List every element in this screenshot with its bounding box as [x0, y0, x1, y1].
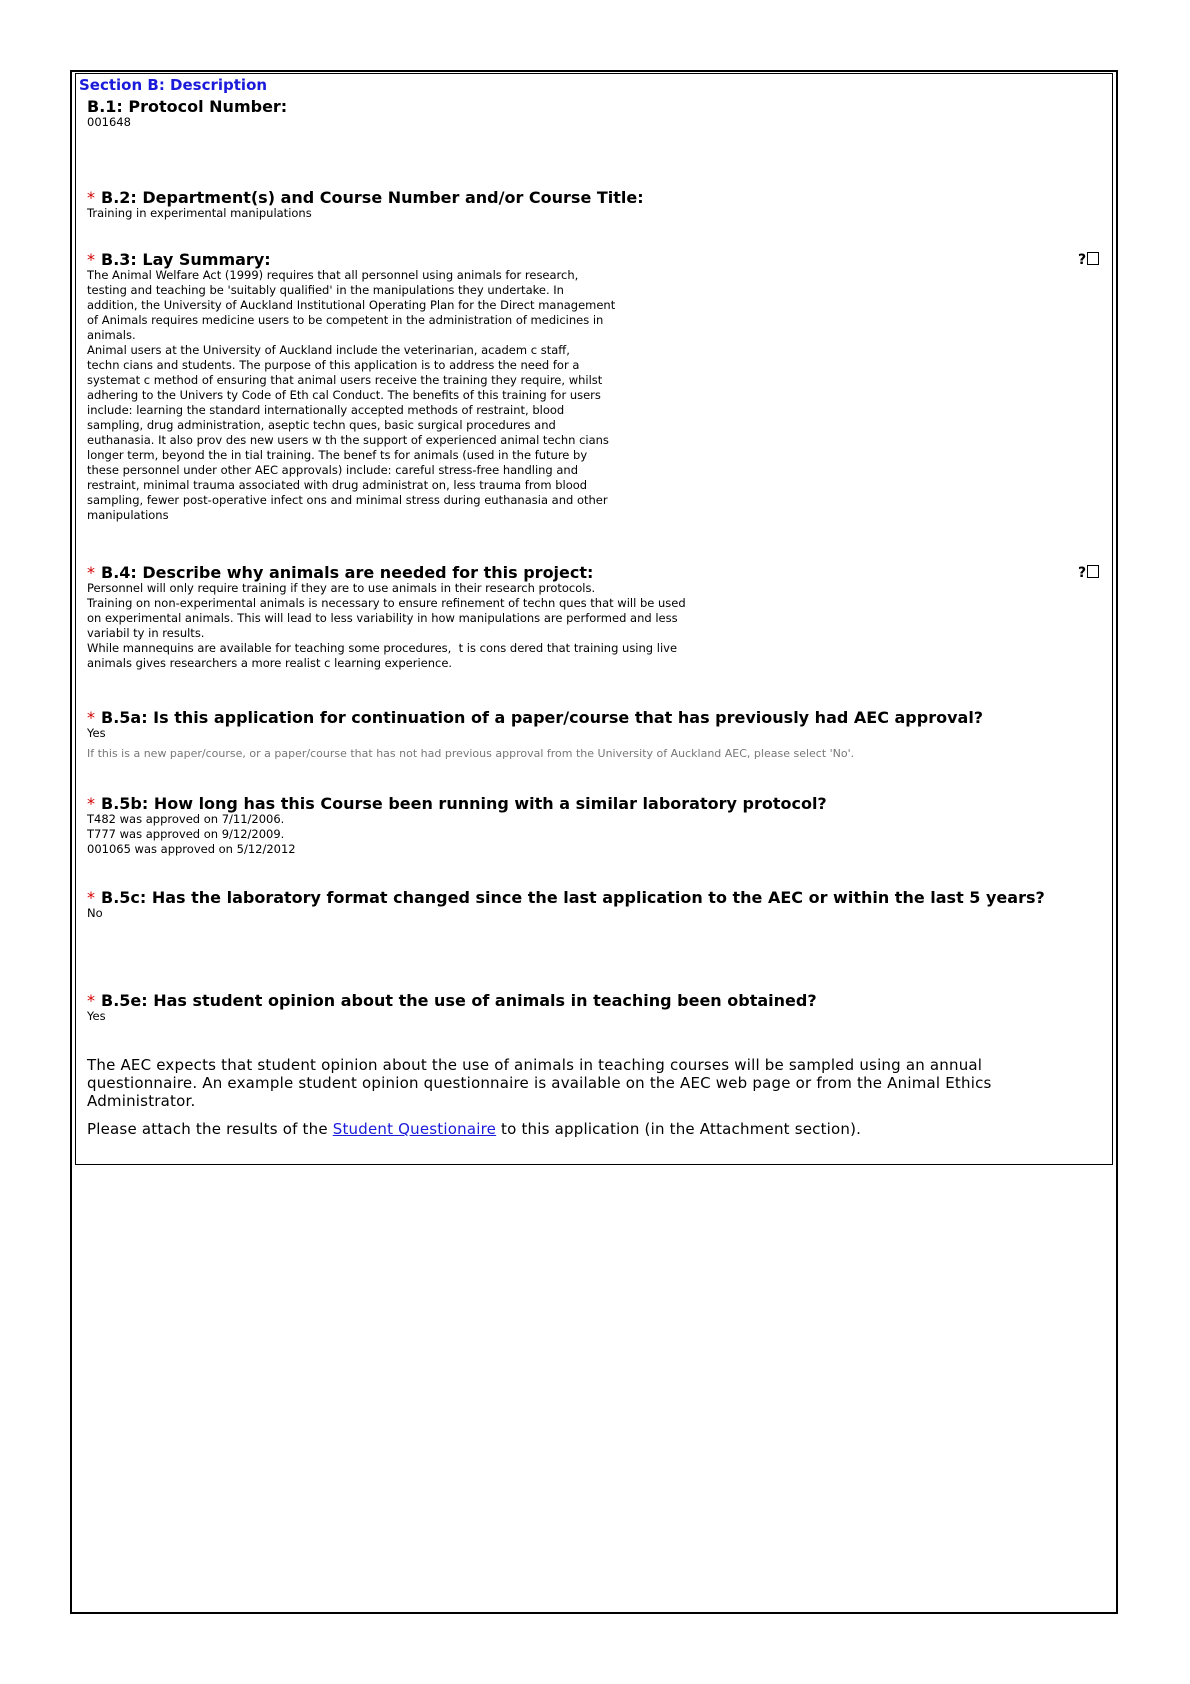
required-mark: * [87, 250, 95, 269]
b5c-answer: No [87, 906, 103, 920]
help-checkbox-icon[interactable] [1087, 565, 1099, 578]
b5b-question: * B.5b: How long has this Course been running with a similar laboratory protocol? [87, 794, 827, 813]
help-checkbox-icon[interactable] [1087, 252, 1099, 265]
b5a-question: * B.5a: Is this application for continuation of a paper/course that has previously had AEC approval? [87, 708, 984, 727]
required-mark: * [87, 888, 95, 907]
b4-answer: Personnel will only require training if they are to use animals in their research protocols. Training on non-experimental animals is necessary to ensure refinement of techn ques that will be used on experimental animals. This will lead to less variability in how manipulations are performed and less variabil ty in results. While mannequins are available for teaching some procedures, t is cons dered that training using live animals gives researchers a more realist c learning experience. [87, 581, 686, 670]
b2-question: * B.2: Department(s) and Course Number and/or Course Title: [87, 188, 644, 207]
required-mark: * [87, 708, 95, 727]
b5e-question: * B.5e: Has student opinion about the use of animals in teaching been obtained? [87, 991, 817, 1010]
student-questionnaire-link[interactable]: Student Questionaire [332, 1120, 497, 1138]
b5e-answer: Yes [87, 1009, 106, 1023]
b5b-answer: T482 was approved on 7/11/2006. T777 was approved on 9/12/2009. 001065 was approved on 5/12/2012 [87, 812, 296, 856]
b5c-question: * B.5c: Has the laboratory format changed since the last application to the AEC or within the last 5 years? [87, 888, 1045, 907]
b4-help-toggle[interactable] [1078, 565, 1099, 581]
b2-answer: Training in experimental manipulations [87, 206, 312, 220]
help-icon: ? [1078, 252, 1087, 268]
student-opinion-note: The AEC expects that student opinion about the use of animals in teaching courses will be sampled using an annual questionnaire. An example student opinion questionnaire is available on the AEC web page or from the Animal Ethics Administrator. [87, 1056, 992, 1110]
b1-answer: 001648 [87, 115, 131, 129]
required-mark: * [87, 563, 95, 582]
attachment-instruction: Please attach the results of the Student Questionaire to this application (in the Attachment section). [87, 1120, 862, 1138]
required-mark: * [87, 188, 95, 207]
section-title: Section B: Description [79, 76, 268, 94]
required-mark: * [87, 794, 95, 813]
b3-question: * B.3: Lay Summary: [87, 250, 271, 269]
b3-answer: The Animal Welfare Act (1999) requires that all personnel using animals for research, testing and teaching be 'suitably qualified' in the manipulations they undertake. In addition, the University of Auckland Institutional Operating Plan for the Direct management of Animals requires medicine users to be competent in the administration of medicines in animals. Animal users at the University of Auckland include the veterinarian, academ c staff, techn cians and students. The purpose of this application is to address the need for a systemat c method of ensuring that animal users receive the training they require, whilst adhering to the Univers ty Code of Eth cal Conduct. The benefits of this training for users include: learning the standard internationally accepted methods of restraint, blood sampling, drug administration, aseptic techn ques, basic surgical procedures and euthanasia. It also prov des new users w th the support of experienced animal techn cians longer term, beyond the in tial training. The benef ts for animals (used in the future by these personnel under other AEC approvals) include: careful stress-free handling and restraint, minimal trauma associated with drug administrat on, less trauma from blood sampling, fewer post-operative infect ons and minimal stress during euthanasia and other manipulations [87, 268, 616, 522]
b5a-hint: If this is a new paper/course, or a paper/course that has not had previous approval from the University of Auckland AEC, please select 'No'. [87, 747, 855, 760]
b3-help-toggle[interactable] [1078, 252, 1099, 268]
b4-question: * B.4: Describe why animals are needed for this project: [87, 563, 594, 582]
required-mark: * [87, 991, 95, 1010]
help-icon: ? [1078, 565, 1087, 581]
b5a-answer: Yes [87, 726, 106, 740]
b1-question: B.1: Protocol Number: [87, 97, 288, 116]
